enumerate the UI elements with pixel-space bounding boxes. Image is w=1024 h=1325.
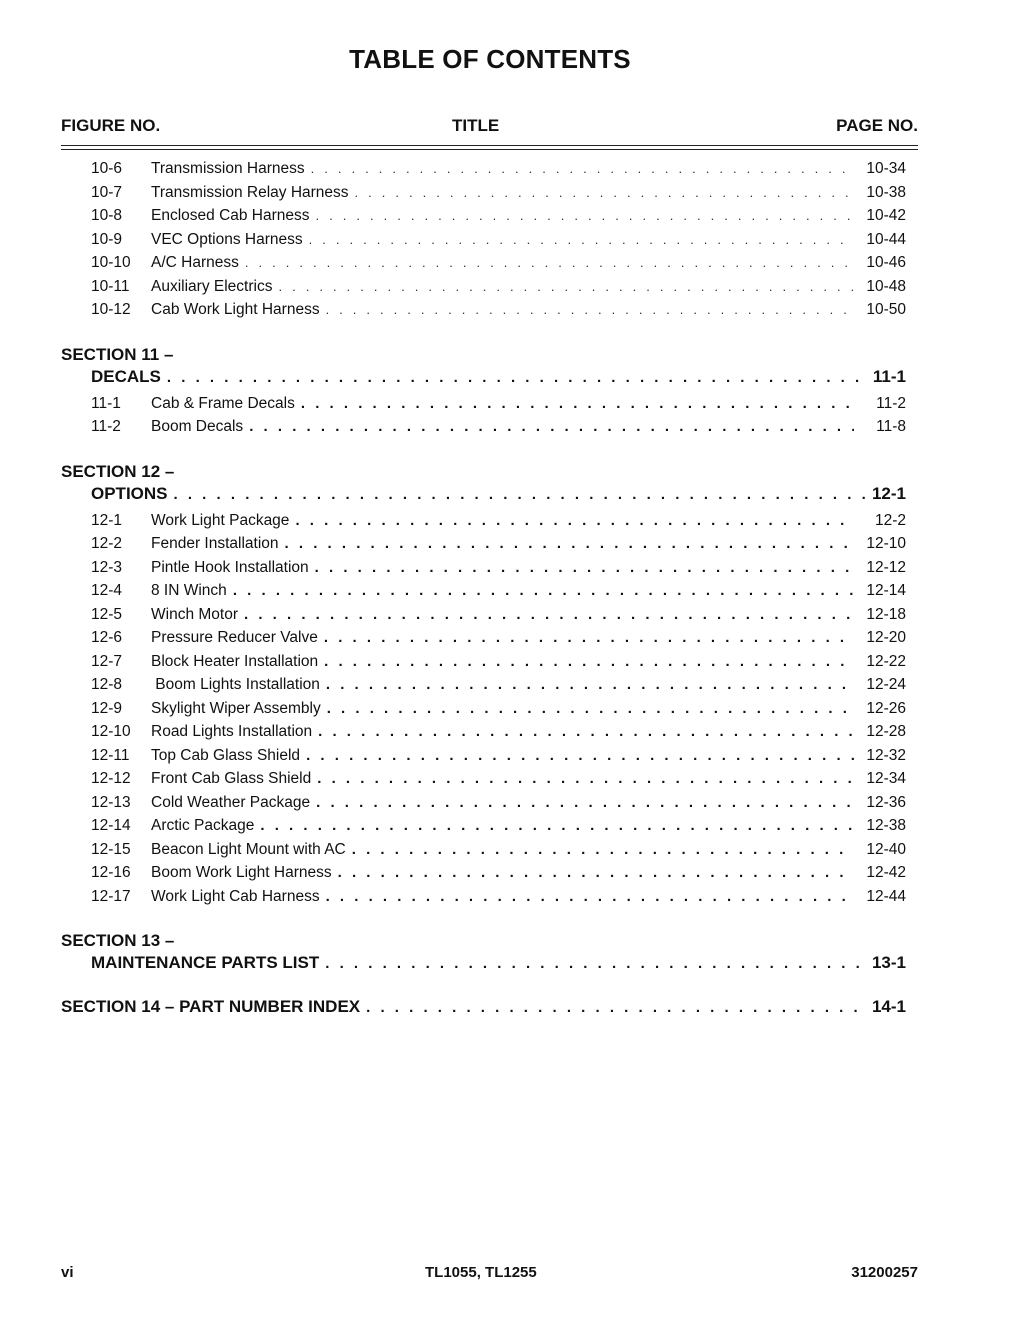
figure-number: 12-9 xyxy=(91,699,123,717)
entry-title: A/C Harness xyxy=(151,254,239,271)
page-number: 12-10 xyxy=(866,535,906,552)
dot-leader xyxy=(326,676,854,693)
footer-doc-number: 31200257 xyxy=(851,1264,918,1281)
entry-title: Cab Work Light Harness xyxy=(151,301,320,318)
dot-leader xyxy=(355,185,854,200)
toc-entry[interactable] xyxy=(91,418,906,442)
dot-leader xyxy=(295,512,854,529)
header-rule-bottom xyxy=(61,149,918,150)
section-label: SECTION 11 – xyxy=(61,344,174,364)
toc-entry[interactable] xyxy=(91,606,906,630)
page-number: 10-46 xyxy=(866,254,906,271)
toc-entry[interactable] xyxy=(91,231,906,255)
toc-section-14 xyxy=(61,997,906,1021)
toc-entry[interactable] xyxy=(91,864,906,888)
page-number: 12-42 xyxy=(866,864,906,881)
figure-number: 12-13 xyxy=(91,793,131,811)
entry-title: Cold Weather Package xyxy=(151,793,311,811)
toc-section-12 xyxy=(61,460,906,912)
dot-leader xyxy=(338,864,854,881)
entry-title: Work Light Cab Harness xyxy=(151,887,320,905)
page-number: 12-34 xyxy=(866,770,906,787)
toc-entry[interactable] xyxy=(91,888,906,912)
figure-number: 12-17 xyxy=(91,887,131,905)
section-name: DECALS xyxy=(91,366,161,386)
figure-number: 12-8 xyxy=(91,676,123,693)
toc-entry[interactable] xyxy=(91,559,906,583)
toc-entry[interactable] xyxy=(91,770,906,794)
toc-entry[interactable] xyxy=(91,207,906,231)
toc-entry[interactable] xyxy=(91,676,906,700)
section-heading-link[interactable] xyxy=(91,367,906,391)
page-number: 10-38 xyxy=(866,183,906,201)
entry-title: Work Light Package xyxy=(151,511,290,529)
toc-entry[interactable] xyxy=(91,794,906,818)
figure-number: 12-3 xyxy=(91,558,123,576)
column-header-title: TITLE xyxy=(452,116,500,135)
column-headers xyxy=(61,116,918,138)
dot-leader xyxy=(244,606,854,623)
dot-leader xyxy=(245,255,854,270)
dot-leader xyxy=(324,653,854,670)
entry-title: Front Cab Glass Shield xyxy=(151,770,312,787)
figure-number: 10-12 xyxy=(91,301,131,318)
dot-leader xyxy=(301,395,854,412)
page-title: TABLE OF CONTENTS xyxy=(349,44,631,74)
section-entries xyxy=(61,512,906,912)
figure-number: 12-16 xyxy=(91,864,131,881)
page-number: 10-50 xyxy=(866,301,906,318)
section-name: MAINTENANCE PARTS LIST xyxy=(91,953,320,972)
dot-leader xyxy=(315,559,854,576)
entry-title: Pressure Reducer Valve xyxy=(151,629,318,646)
toc-entry[interactable] xyxy=(91,817,906,841)
dot-leader xyxy=(306,747,854,764)
figure-number: 10-9 xyxy=(91,230,123,248)
dot-leader xyxy=(316,208,854,223)
figure-number: 10-6 xyxy=(91,160,123,177)
toc-entry[interactable] xyxy=(91,395,906,419)
toc-entry[interactable] xyxy=(91,184,906,208)
dot-leader xyxy=(309,232,854,247)
figure-number: 12-12 xyxy=(91,770,131,787)
toc-entry[interactable] xyxy=(91,512,906,536)
column-header-page: PAGE NO. xyxy=(836,116,918,135)
section-page-number: 12-1 xyxy=(871,483,906,503)
header-rule-top xyxy=(61,145,918,146)
figure-number: 12-6 xyxy=(91,629,123,646)
figure-number: 12-10 xyxy=(91,723,131,740)
page-number: 10-34 xyxy=(866,160,906,177)
section-name: OPTIONS xyxy=(91,483,168,503)
page-number: 12-40 xyxy=(866,840,906,858)
page-number: 12-20 xyxy=(866,629,906,646)
page-number: 12-24 xyxy=(866,676,906,693)
toc-entry[interactable] xyxy=(91,535,906,559)
page-number: 10-42 xyxy=(866,207,906,224)
section-heading-link[interactable] xyxy=(91,484,906,508)
entry-title: Enclosed Cab Harness xyxy=(151,207,310,224)
entry-title: VEC Options Harness xyxy=(151,230,303,248)
dot-leader xyxy=(325,955,868,972)
page-number: 12-32 xyxy=(866,746,906,764)
page-number: 12-14 xyxy=(866,582,906,599)
figure-number: 11-2 xyxy=(91,418,121,435)
toc-entry[interactable] xyxy=(91,278,906,302)
dot-leader xyxy=(285,535,854,552)
toc-entry[interactable] xyxy=(91,582,906,606)
entry-title: Road Lights Installation xyxy=(151,723,313,740)
toc-section-13 xyxy=(61,929,906,977)
entry-title: Boom Work Light Harness xyxy=(151,864,332,881)
dot-leader xyxy=(318,723,854,740)
toc-entry[interactable] xyxy=(91,254,906,278)
section-label: SECTION 12 – xyxy=(61,461,175,481)
toc-section-11 xyxy=(61,343,906,442)
page-number: 12-2 xyxy=(874,511,906,529)
entry-title: Arctic Package xyxy=(151,817,255,834)
toc-entry[interactable] xyxy=(91,841,906,865)
entry-title: Pintle Hook Installation xyxy=(151,558,309,576)
figure-number: 12-4 xyxy=(91,582,123,599)
figure-number: 10-10 xyxy=(91,254,131,271)
dot-leader xyxy=(278,279,854,294)
dot-leader xyxy=(174,486,868,503)
toc-body xyxy=(61,160,906,1021)
dot-leader xyxy=(352,841,854,858)
dot-leader xyxy=(167,369,869,386)
page-number: 10-44 xyxy=(866,230,906,248)
dot-leader xyxy=(326,888,854,905)
section-entries xyxy=(61,395,906,442)
page-footer xyxy=(61,1264,918,1284)
dot-leader xyxy=(317,770,854,787)
figure-number: 12-14 xyxy=(91,817,131,834)
column-header-figure: FIGURE NO. xyxy=(61,116,161,135)
figure-number: 10-7 xyxy=(91,183,123,201)
figure-number: 12-7 xyxy=(91,652,123,670)
toc-entry[interactable] xyxy=(91,747,906,771)
entry-title: Skylight Wiper Assembly xyxy=(151,699,321,717)
toc-entry[interactable] xyxy=(91,301,906,325)
dot-leader xyxy=(324,629,854,646)
dot-leader xyxy=(311,161,854,176)
figure-number: 12-2 xyxy=(91,535,123,552)
entry-title: Transmission Harness xyxy=(151,160,305,177)
page-number: 11-8 xyxy=(876,418,906,435)
section-name: SECTION 14 – PART NUMBER INDEX xyxy=(61,997,361,1016)
dot-leader xyxy=(327,700,854,717)
entry-title: Auxiliary Electrics xyxy=(151,277,273,295)
entry-title: Top Cab Glass Shield xyxy=(151,746,301,764)
dot-leader xyxy=(316,794,854,811)
entry-title: Boom Lights Installation xyxy=(151,676,320,693)
toc-entry[interactable] xyxy=(91,653,906,677)
section-page-number: 11-1 xyxy=(872,366,906,386)
entry-title: Winch Motor xyxy=(151,605,238,623)
dot-leader xyxy=(366,999,868,1016)
section-page-number: 14-1 xyxy=(871,997,906,1016)
figure-number: 12-5 xyxy=(91,605,123,623)
figure-number: 10-8 xyxy=(91,207,123,224)
toc-entry[interactable] xyxy=(91,629,906,653)
section-page-number: 13-1 xyxy=(871,953,906,972)
page-number: 11-2 xyxy=(876,394,906,412)
entry-title: Transmission Relay Harness xyxy=(151,183,349,201)
toc-entry[interactable] xyxy=(91,723,906,747)
toc-group-section-10 xyxy=(61,160,906,325)
dot-leader xyxy=(326,302,854,317)
entry-title: Block Heater Installation xyxy=(151,652,319,670)
page-number: 10-48 xyxy=(866,277,906,295)
figure-number: 11-1 xyxy=(91,394,121,412)
section-heading-link[interactable] xyxy=(91,953,906,977)
toc-entry[interactable] xyxy=(91,160,906,184)
section-label: SECTION 13 – xyxy=(61,931,175,950)
page-number: 12-44 xyxy=(866,887,906,905)
dot-leader xyxy=(249,418,854,435)
figure-number: 12-11 xyxy=(91,746,130,764)
entry-title: Fender Installation xyxy=(151,535,279,552)
page-number: 12-22 xyxy=(866,652,906,670)
page-number: 12-28 xyxy=(866,723,906,740)
entry-title: 8 IN Winch xyxy=(151,582,227,599)
footer-page-number: vi xyxy=(61,1264,74,1281)
entry-title: Beacon Light Mount with AC xyxy=(151,840,346,858)
entry-title: Boom Decals xyxy=(151,418,244,435)
footer-model: TL1055, TL1255 xyxy=(425,1264,537,1281)
figure-number: 10-11 xyxy=(91,277,130,295)
dot-leader xyxy=(233,582,854,599)
figure-number: 12-15 xyxy=(91,840,131,858)
toc-entry[interactable] xyxy=(91,700,906,724)
dot-leader xyxy=(260,817,854,834)
page-number: 12-36 xyxy=(866,793,906,811)
page-number: 12-12 xyxy=(866,558,906,576)
page-number: 12-18 xyxy=(866,605,906,623)
page-number: 12-26 xyxy=(866,699,906,717)
figure-number: 12-1 xyxy=(91,511,123,529)
entry-title: Cab & Frame Decals xyxy=(151,394,295,412)
section-heading-link[interactable] xyxy=(61,997,906,1021)
page-number: 12-38 xyxy=(866,817,906,834)
